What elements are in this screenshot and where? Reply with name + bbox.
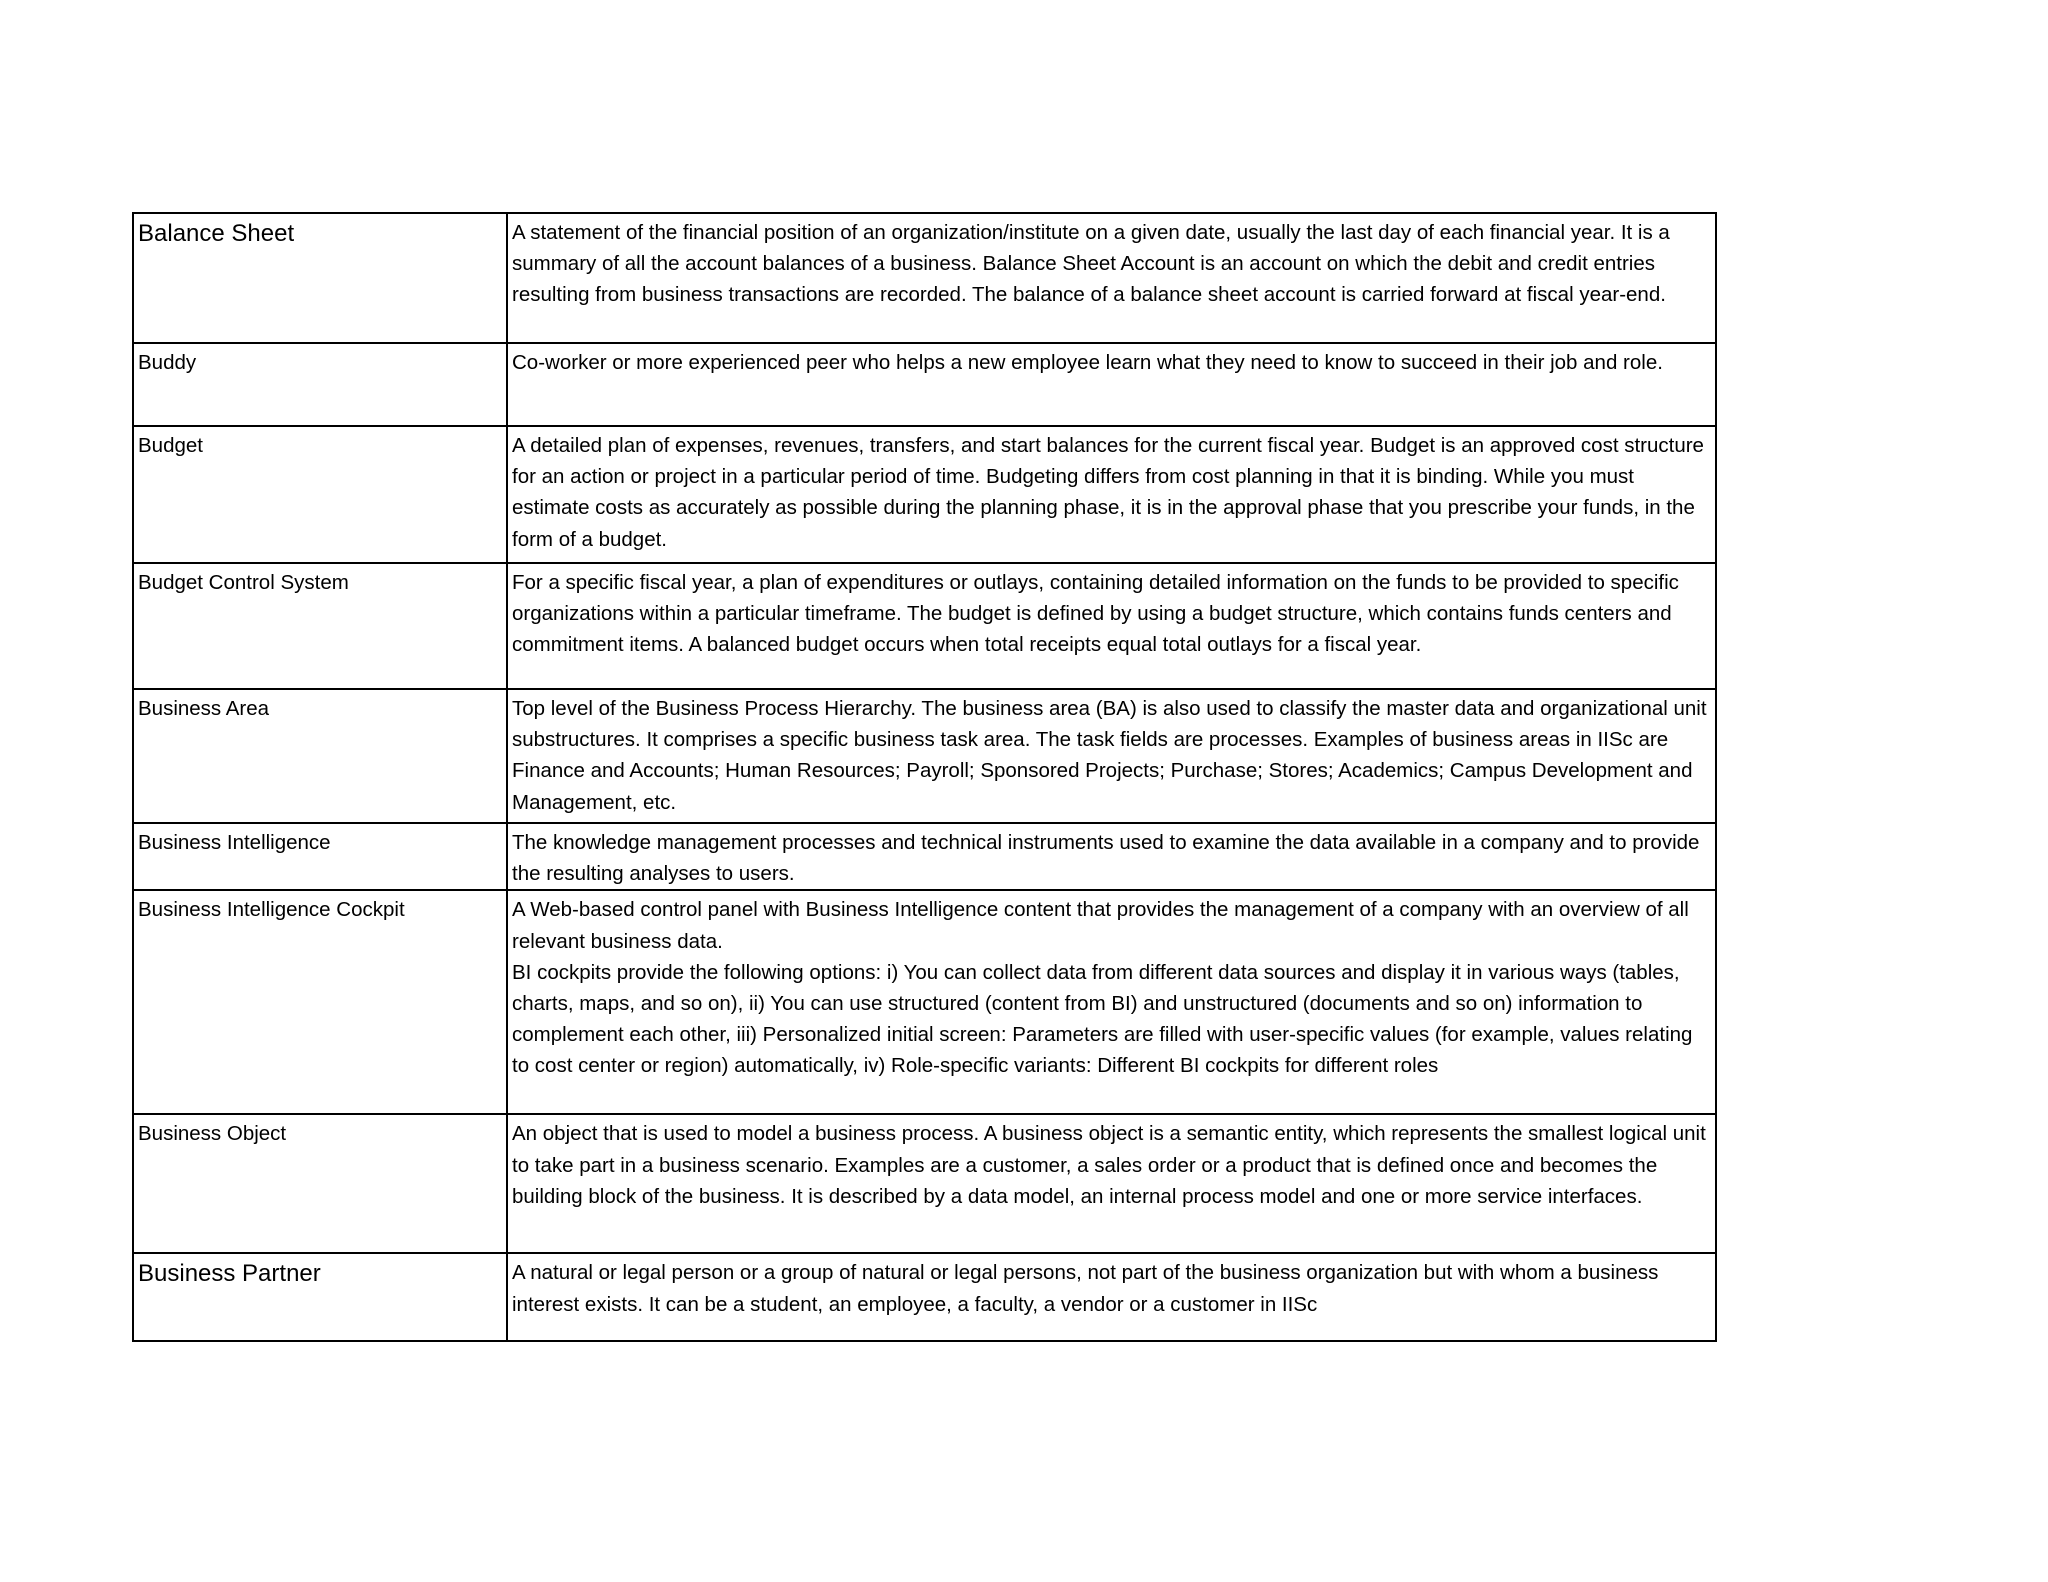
definition-cell: Co-worker or more experienced peer who helps a new employee learn what they need to know to succeed in their job and role.	[507, 343, 1716, 426]
table-row	[133, 213, 1716, 343]
term-cell: Buddy	[133, 343, 507, 426]
term-cell: Business Area	[133, 689, 507, 823]
term-cell: Business Object	[133, 1114, 507, 1253]
glossary-table	[132, 212, 1717, 1342]
table-row	[133, 890, 1716, 1114]
definition-cell: An object that is used to model a business process. A business object is a semantic entity, which represents the smallest logical unit to take part in a business scenario. Examples are a customer, a sales order or a product that is defined once and becomes the building block of the business. It is described by a data model, an internal process model and one or more service interfaces.	[507, 1114, 1716, 1253]
term-cell: Business Partner	[133, 1253, 507, 1341]
table-row	[133, 1253, 1716, 1341]
definition-cell: Top level of the Business Process Hierarchy. The business area (BA) is also used to classify the master data and organizational unit substructures. It comprises a specific business task area. The task fields are processes. Examples of business areas in IISc are Finance and Accounts; Human Resources; Payroll; Sponsored Projects; Purchase; Stores; Academics; Campus Development and Management, etc.	[507, 689, 1716, 823]
table-row	[133, 563, 1716, 689]
definition-cell: The knowledge management processes and technical instruments used to examine the data available in a company and to provide the resulting analyses to users.	[507, 823, 1716, 890]
term-cell: Budget	[133, 426, 507, 563]
definition-cell: A detailed plan of expenses, revenues, transfers, and start balances for the current fiscal year. Budget is an approved cost structure for an action or project in a particular period of time. Budgeting differs from cost planning in that it is binding. While you must estimate costs as accurately as possible during the planning phase, it is in the approval phase that you prescribe your funds, in the form of a budget.	[507, 426, 1716, 563]
definition-cell: A natural or legal person or a group of natural or legal persons, not part of the business organization but with whom a business interest exists. It can be a student, an employee, a faculty, a vendor or a customer in IISc	[507, 1253, 1716, 1341]
definition-cell: A Web-based control panel with Business Intelligence content that provides the management of a company with an overview of all relevant business data. BI cockpits provide the following options: i) You can collect data from different data sources and display it in various ways (tables, charts, maps, and so on), ii) You can use structured (content from BI) and unstructured (documents and so on) information to complement each other, iii) Personalized initial screen: Parameters are filled with user-specific values (for example, values relating to cost center or region) automatically, iv) Role-specific variants: Different BI cockpits for different roles	[507, 890, 1716, 1114]
table-row	[133, 689, 1716, 823]
table-row	[133, 1114, 1716, 1253]
definition-cell: A statement of the financial position of an organization/institute on a given date, usually the last day of each financial year. It is a summary of all the account balances of a business. Balance Sheet Account is an account on which the debit and credit entries resulting from business transactions are recorded. The balance of a balance sheet account is carried forward at fiscal year-end.	[507, 213, 1716, 343]
definition-cell: For a specific fiscal year, a plan of expenditures or outlays, containing detailed information on the funds to be provided to specific organizations within a particular timeframe. The budget is defined by using a budget structure, which contains funds centers and commitment items. A balanced budget occurs when total receipts equal total outlays for a fiscal year.	[507, 563, 1716, 689]
table-row	[133, 426, 1716, 563]
term-cell: Balance Sheet	[133, 213, 507, 343]
term-cell: Budget Control System	[133, 563, 507, 689]
table-row	[133, 823, 1716, 890]
table-row	[133, 343, 1716, 426]
term-cell: Business Intelligence Cockpit	[133, 890, 507, 1114]
term-cell: Business Intelligence	[133, 823, 507, 890]
